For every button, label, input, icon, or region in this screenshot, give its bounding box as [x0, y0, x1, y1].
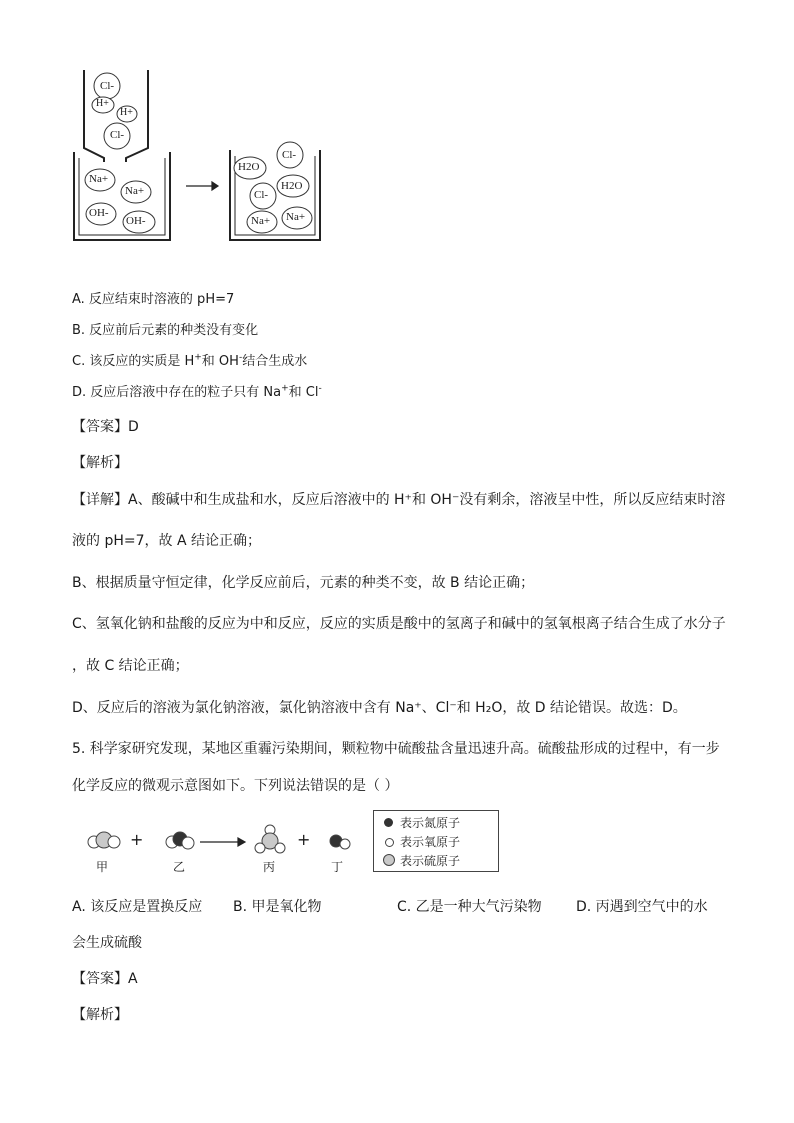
q4-detail-line4: C、氢氧化钠和盐酸的反应为中和反应，反应的实质是酸中的氢离子和碱中的氢氧根离子结合生成了水分子	[72, 616, 726, 632]
legend-oxygen: 表示氧原子	[400, 835, 461, 849]
q4-detail-line1: 【详解】A、酸碱中和生成盐和水，反应后溶液中的 H⁺和 OH⁻没有剩余，溶液呈中性，所以反应结束时溶	[72, 492, 726, 508]
oxygen-icon	[385, 838, 394, 847]
ion-h2o-beaker2-2: H2O	[281, 180, 303, 192]
ion-oh-beaker1-1: OH-	[89, 207, 109, 219]
q5-option-b: B. 甲是氧化物	[233, 899, 322, 915]
ion-cl-beaker2-2: Cl-	[254, 189, 269, 201]
q5-answer	[72, 968, 138, 988]
q4-detail-line2: 液的 pH=7，故 A 结论正确；	[72, 533, 261, 549]
q4-option-b: B. 反应前后元素的种类没有变化	[72, 323, 259, 338]
q4-option-d: D. 反应后溶液中存在的粒子只有 Na+和 Cl-	[72, 383, 322, 400]
molecule-jia	[88, 832, 120, 848]
q4-answer	[72, 416, 139, 436]
q4-detail-line3: B、根据质量守恒定律，化学反应前后，元素的种类不变，故 B 结论正确；	[72, 575, 535, 591]
ion-cl-tube-1: Cl-	[100, 80, 115, 92]
q4-detail-line6: D、反应后的溶液为氯化钠溶液，氯化钠溶液中含有 Na⁺、Cl⁻和 H₂O，故 D 结论错误。故选：D。	[72, 700, 687, 716]
label-jia: 甲	[96, 860, 109, 874]
q5-analysis-tag: 【解析】	[72, 1007, 128, 1023]
q5-stem-line2: 化学反应的微观示意图如下。下列说法错误的是（ ）	[72, 778, 399, 794]
legend-box	[373, 810, 499, 872]
ion-na-beaker1-1: Na+	[89, 173, 109, 185]
answer-value: D	[128, 419, 139, 435]
answer-tag: 【答案】	[72, 419, 128, 435]
molecule-yi	[166, 832, 194, 849]
q5-option-d: D. 丙遇到空气中的水	[576, 899, 708, 915]
legend-sulfur: 表示硫原子	[400, 854, 461, 868]
ion-h2o-beaker2-1: H2O	[238, 161, 260, 173]
label-bing: 丙	[263, 860, 276, 874]
q4-detail-line5: ，故 C 结论正确；	[72, 658, 189, 674]
answer-tag: 【答案】	[72, 971, 128, 987]
ion-oh-beaker1-2: OH-	[126, 215, 146, 227]
nitrogen-icon	[384, 818, 393, 827]
reaction-plus-2: +	[297, 830, 311, 849]
ion-na-beaker2-2: Na+	[286, 211, 306, 223]
q5-option-a: A. 该反应是置换反应	[72, 899, 203, 915]
ion-cl-beaker2-1: Cl-	[282, 149, 297, 161]
q5-option-c: C. 乙是一种大气污染物	[397, 899, 542, 915]
answer-value: A	[128, 971, 138, 987]
q5-stem-line1: 5. 科学家研究发现，某地区重霾污染期间，颗粒物中硫酸盐含量迅速升高。硫酸盐形成的过程中，有一步	[72, 741, 720, 757]
q4-option-c: C. 该反应的实质是 H+和 OH-结合生成水	[72, 352, 308, 369]
molecule-ding	[330, 835, 350, 849]
ion-cl-tube-2: Cl-	[110, 129, 125, 141]
ion-h-tube-1: H+	[96, 98, 109, 109]
ion-na-beaker2-1: Na+	[251, 215, 271, 227]
legend-nitrogen: 表示氮原子	[400, 816, 461, 830]
molecule-bing	[255, 825, 285, 853]
q4-analysis-tag: 【解析】	[72, 455, 128, 471]
label-yi: 乙	[173, 860, 186, 874]
reaction-plus-1: +	[130, 830, 144, 849]
q5-option-d-cont: 会生成硫酸	[72, 935, 142, 951]
label-ding: 丁	[331, 860, 344, 874]
sulfur-icon	[383, 854, 395, 866]
ion-na-beaker1-2: Na+	[125, 185, 145, 197]
q4-option-a: A. 反应结束时溶液的 pH=7	[72, 292, 235, 307]
ion-h-tube-2: H+	[120, 107, 133, 118]
